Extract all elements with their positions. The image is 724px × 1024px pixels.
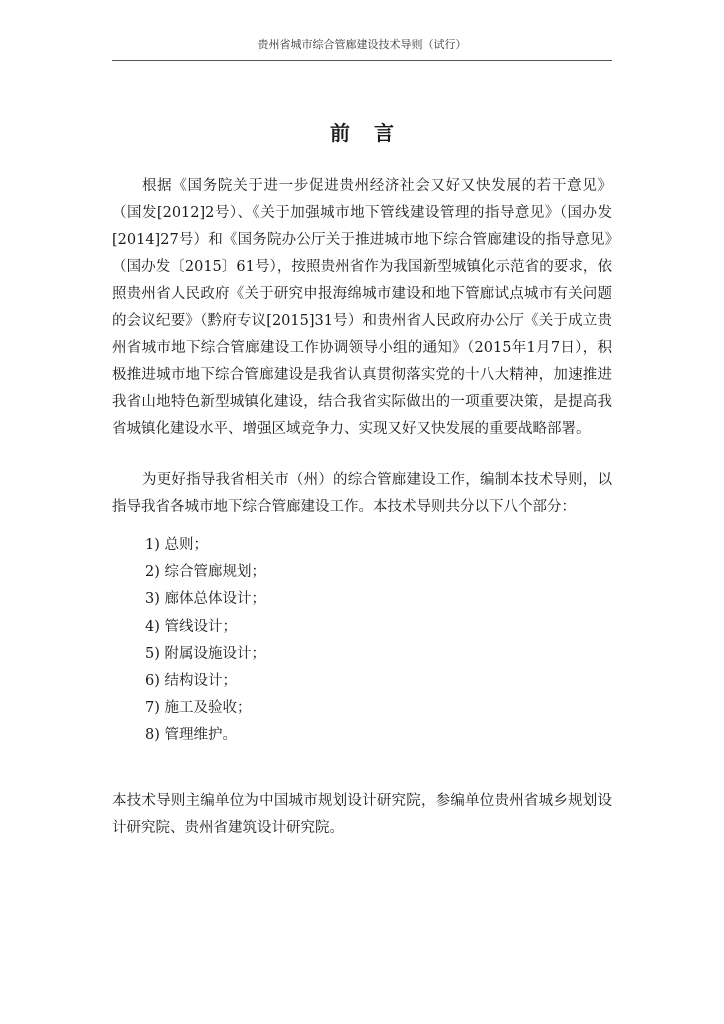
running-header: 贵州省城市综合管廊建设技术导则（试行）: [112, 36, 612, 61]
list-item: 8) 管理维护。: [145, 727, 237, 744]
list-item: 3) 廊体总体设计；: [145, 591, 266, 608]
list-item: 7) 施工及验收；: [145, 700, 252, 717]
purpose-paragraph: 为更好指导我省相关市（州）的综合管廊建设工作，编制本技术导则，以指导我省各城市地下综合管廊建设工作。本技术导则共分以下八个部分：: [112, 472, 612, 515]
parts-list: [145, 532, 266, 750]
intro-paragraph: 根据《国务院关于进一步促进贵州经济社会又好又快发展的若干意见》（国发[2012]2号）、《关于加强城市地下管线建设管理的指导意见》（国办发[2014]27号）和《国务院办公厅关于推进城市地下综合管廊建设的指导意见》（国办发〔2015〕61号），按照贵州省作为我国新型城镇化示范省的要求，依照贵州省人民政府《关于研究申报海绵城市建设和地下管廊试点城市有关问题的会议纪要》（黔府专议[2015]31号）和贵州省人民政府办公厅《关于成立贵州省城市地下综合管廊建设工作协调领导小组的通知》（2015年1月7日），积极推进城市地下综合管廊建设是我省认真贯彻落实党的十八大精神，加速推进我省山地特色新型城镇化建设，结合我省实际做出的一项重要决策，是提高我省城镇化建设水平、增强区域竞争力、实现又好又快发展的重要战略部署。: [112, 178, 612, 437]
list-item: 5) 附属设施设计；: [145, 645, 266, 662]
list-item: 6) 结构设计；: [145, 672, 237, 689]
list-item: 1) 总则；: [145, 537, 208, 553]
list-item: 4) 管线设计；: [145, 618, 237, 635]
authors-paragraph: 本技术导则主编单位为中国城市规划设计研究院，参编单位贵州省城乡规划设计研究院、贵州省建筑设计研究院。: [112, 793, 612, 836]
page-title: 前言: [330, 121, 418, 145]
list-item: 2) 综合管廊规划；: [145, 564, 266, 581]
